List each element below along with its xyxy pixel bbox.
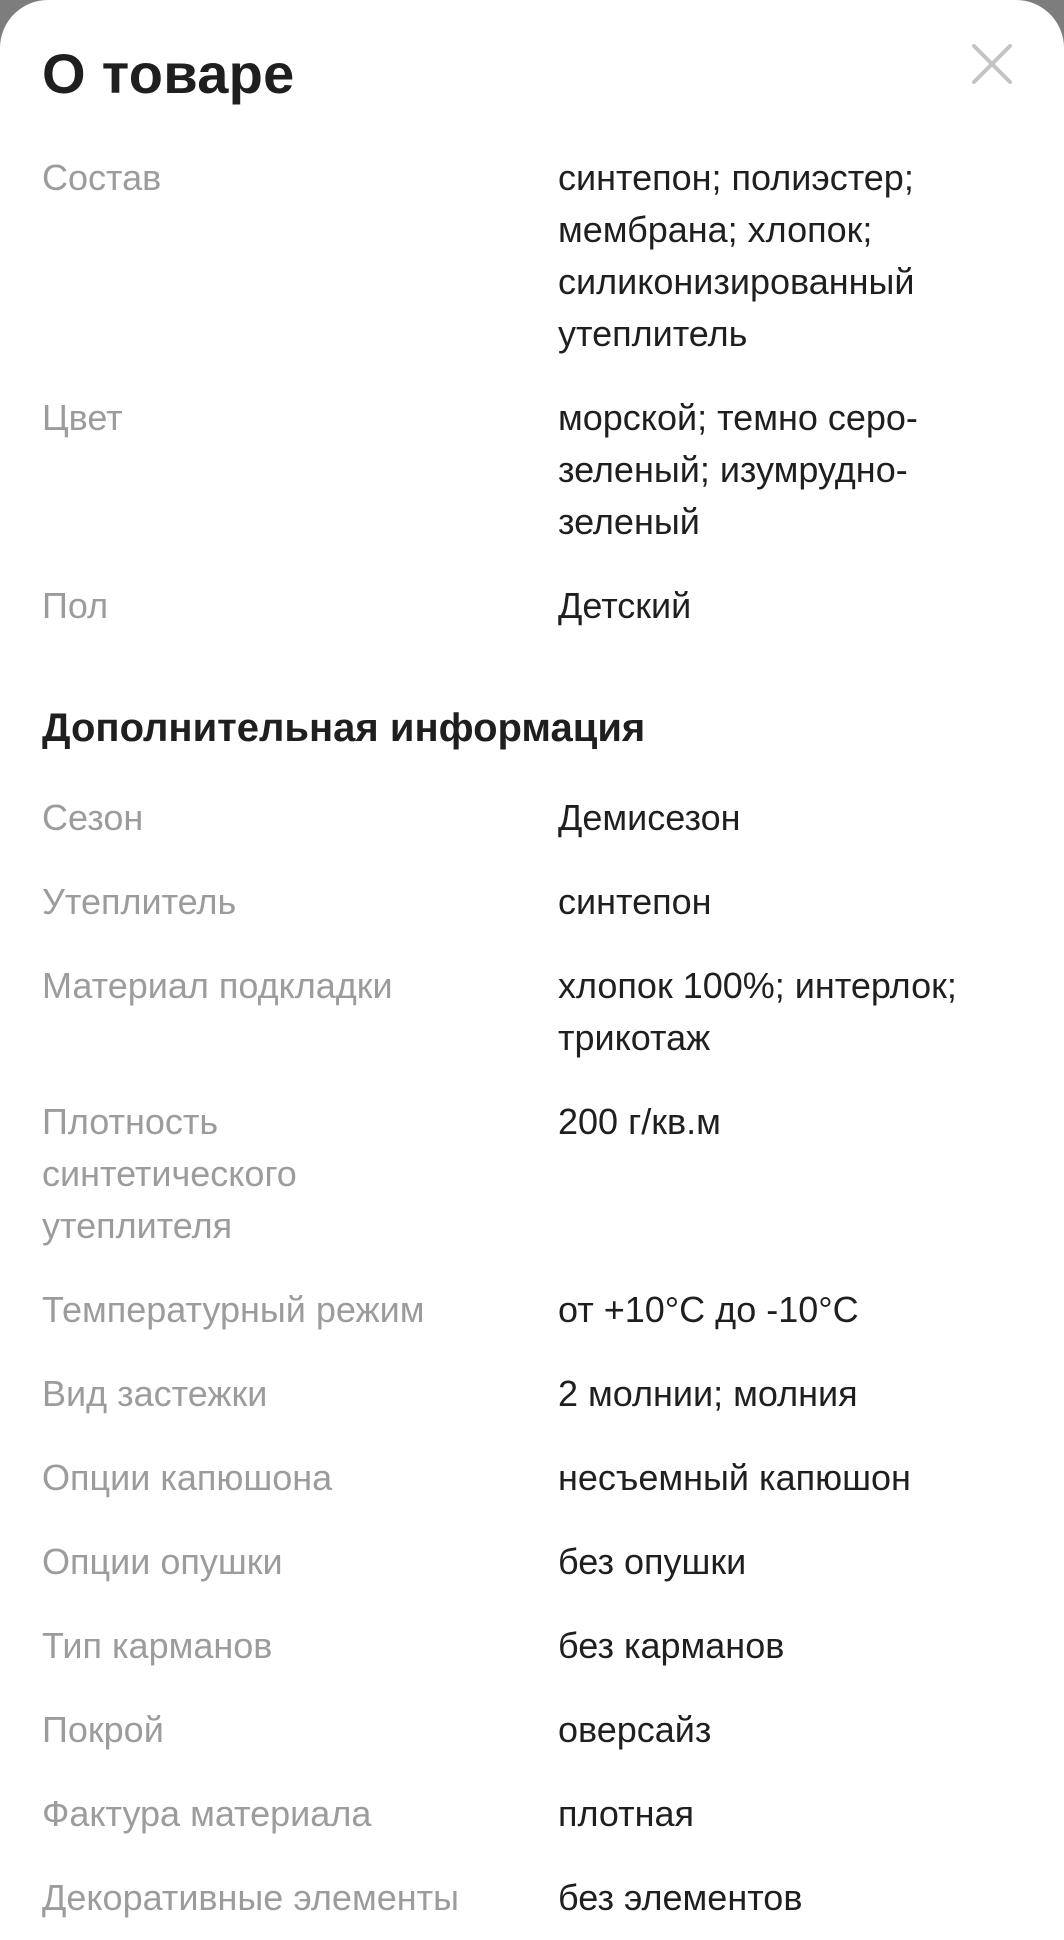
section-heading-additional: Дополнительная информация xyxy=(42,706,646,750)
attribute-value: Демисезон xyxy=(558,797,741,838)
attribute-label: Пол xyxy=(42,585,109,626)
attribute-value: 200 г/кв.м xyxy=(558,1101,721,1142)
attribute-row-insulation-density xyxy=(42,1096,1022,1252)
attribute-value: морской; темно серо-зеленый; изумрудно-зеленый xyxy=(558,397,918,542)
attribute-label: Опции капюшона xyxy=(42,1457,333,1498)
main-attributes-list xyxy=(42,152,1022,632)
attribute-label: Состав xyxy=(42,157,162,198)
attribute-row-decorative-elements xyxy=(42,1872,1022,1924)
attribute-label: Опции опушки xyxy=(42,1541,283,1582)
attribute-label: Цвет xyxy=(42,397,123,438)
additional-attributes-list xyxy=(42,792,1022,1924)
attribute-label: Декоративные элементы xyxy=(42,1877,459,1918)
attribute-row-insulation xyxy=(42,876,1022,928)
attribute-value: без карманов xyxy=(558,1625,785,1666)
attribute-row-gender xyxy=(42,580,1022,632)
attribute-value: без элементов xyxy=(558,1877,803,1918)
attribute-row-material-texture xyxy=(42,1788,1022,1840)
attribute-row-fastener-type xyxy=(42,1368,1022,1420)
close-icon xyxy=(960,32,1024,96)
attribute-value: синтепон xyxy=(558,881,712,922)
attribute-value: хлопок 100%; интерлок; трикотаж xyxy=(558,965,957,1058)
attribute-value: без опушки xyxy=(558,1541,747,1582)
attribute-label: Покрой xyxy=(42,1709,164,1750)
attribute-label: Температурный режим xyxy=(42,1289,425,1330)
attribute-label: Плотность синтетического утеплителя xyxy=(42,1101,297,1246)
attribute-label: Фактура материала xyxy=(42,1793,372,1834)
attribute-row-color xyxy=(42,392,1022,548)
attribute-label: Вид застежки xyxy=(42,1373,268,1414)
attribute-row-cut xyxy=(42,1704,1022,1756)
attribute-label: Материал подкладки xyxy=(42,965,393,1006)
close-button[interactable] xyxy=(960,32,1024,96)
attribute-label: Тип карманов xyxy=(42,1625,273,1666)
attribute-row-hood-options xyxy=(42,1452,1022,1504)
attribute-row-pocket-type xyxy=(42,1620,1022,1672)
attribute-label: Сезон xyxy=(42,797,144,838)
attribute-value: от +10°C до -10°C xyxy=(558,1289,859,1330)
sheet-content xyxy=(42,152,1022,1924)
attribute-value: синтепон; полиэстер; мембрана; хлопок; силиконизированный утеплитель xyxy=(558,157,915,354)
attribute-value: 2 молнии; молния xyxy=(558,1373,858,1414)
attribute-value: Детский xyxy=(558,585,692,626)
sheet-title: О товаре xyxy=(42,42,295,105)
attribute-value: оверсайз xyxy=(558,1709,712,1750)
attribute-row-temperature-range xyxy=(42,1284,1022,1336)
attribute-row-lining-material xyxy=(42,960,1022,1064)
attribute-row-composition xyxy=(42,152,1022,360)
attribute-row-fur-trim-options xyxy=(42,1536,1022,1588)
attribute-row-season xyxy=(42,792,1022,844)
attribute-label: Утеплитель xyxy=(42,881,237,922)
attribute-value: несъемный капюшон xyxy=(558,1457,911,1498)
attribute-value: плотная xyxy=(558,1793,695,1834)
